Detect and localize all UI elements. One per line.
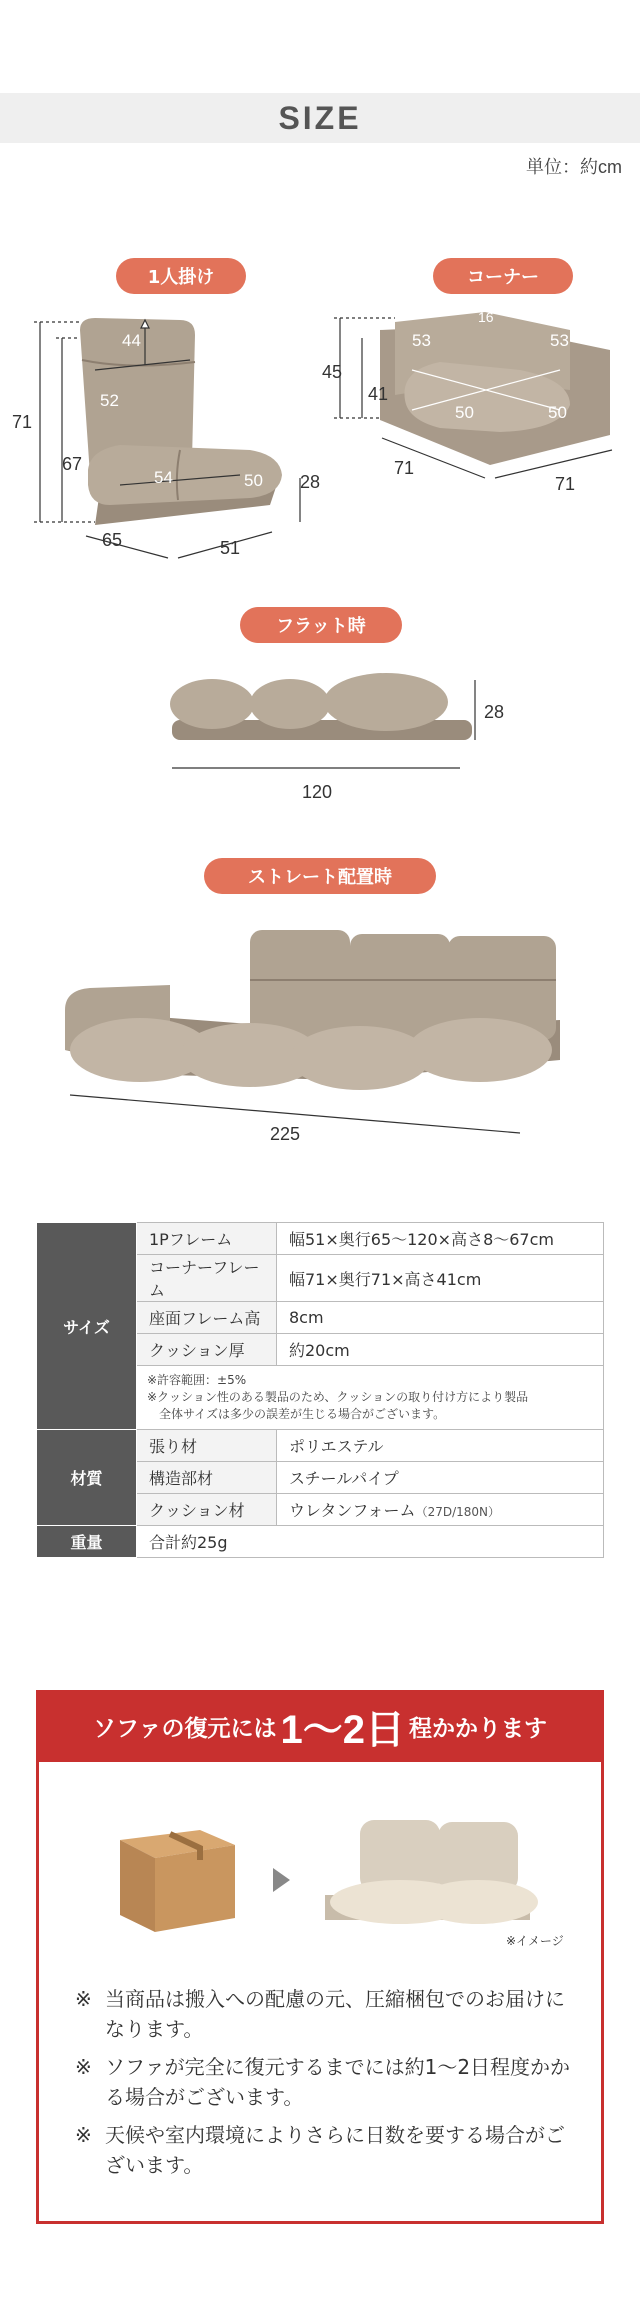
spec-label: コーナーフレーム	[137, 1255, 277, 1302]
material-label: クッション材	[137, 1494, 277, 1526]
note-cushion-cont: 全体サイズは多少の誤差が生じる場合がございます。	[159, 1407, 446, 1421]
material-label: 張り材	[137, 1430, 277, 1462]
spec-label: クッション厚	[137, 1334, 277, 1366]
table-row	[37, 1430, 604, 1462]
material-value: スチールパイプ	[277, 1462, 604, 1494]
corner-pill: コーナー	[433, 258, 573, 294]
note-text: 当商品は搬入への配慮の元、圧縮梱包でのお届けになります。	[105, 1987, 565, 2041]
size-header-band	[0, 93, 640, 143]
table-row	[37, 1223, 604, 1255]
dim-corner-45: 45	[322, 362, 343, 382]
flat-diagram	[150, 660, 520, 810]
spec-value: 8cm	[277, 1302, 604, 1334]
dim-corner-53b: 53	[550, 331, 569, 350]
spec-label: 1Pフレーム	[137, 1223, 277, 1255]
material-value-cell	[277, 1494, 604, 1526]
note-mark: ※	[75, 1987, 92, 2011]
flat-illustration	[170, 673, 472, 740]
size-category: サイズ	[37, 1223, 137, 1430]
note-tolerance: ※許容範囲：±5%	[147, 1373, 247, 1387]
note-text: ソファが完全に復元するまでには約1〜2日程度かかる場合がございます。	[105, 2055, 571, 2109]
restore-head-big: 1〜2日	[280, 1707, 406, 1752]
spec-value: 約20cm	[277, 1334, 604, 1366]
spec-value: 幅71×奥行71×高さ41cm	[277, 1255, 604, 1302]
material-value: ポリエステル	[277, 1430, 604, 1462]
straight-illustration	[65, 930, 560, 1090]
size-title: SIZE	[278, 99, 362, 136]
dim-single-54: 54	[154, 468, 173, 487]
straight-diagram	[50, 900, 590, 1160]
dim-single-67: 67	[62, 454, 83, 474]
dim-corner-50a: 50	[455, 403, 474, 422]
list-item	[75, 2120, 575, 2180]
spec-table	[36, 1222, 604, 1558]
dim-corner-53a: 53	[412, 331, 431, 350]
dim-corner-41: 41	[368, 384, 389, 404]
material-label: 構造部材	[137, 1462, 277, 1494]
dim-single-50: 50	[244, 471, 263, 490]
material-value: ウレタンフォーム	[289, 1501, 416, 1520]
image-note: ※イメージ	[506, 1934, 564, 1948]
list-item	[75, 1984, 575, 2044]
restore-illustration	[110, 1810, 580, 1940]
dim-single-28: 28	[300, 472, 320, 492]
dim-single-51: 51	[220, 538, 241, 558]
spec-value: 幅51×奥行65〜120×高さ8〜67cm	[277, 1223, 604, 1255]
note-mark: ※	[75, 2055, 92, 2079]
dim-flat-120: 120	[302, 782, 333, 802]
dim-corner-50b: 50	[548, 403, 567, 422]
cardboard-box-icon	[120, 1830, 235, 1932]
dim-corner-16: 16	[478, 309, 494, 325]
note-cushion: ※クッション性のある製品のため、クッションの取り付け方により製品	[147, 1390, 529, 1404]
dim-single-65: 65	[102, 530, 123, 550]
note-mark: ※	[75, 2123, 92, 2147]
dim-corner-71a: 71	[394, 458, 415, 478]
list-item	[75, 2052, 575, 2112]
single-seat-illustration	[80, 318, 282, 525]
dim-corner-71b: 71	[555, 474, 576, 494]
dim-single-44: 44	[122, 331, 141, 350]
dim-single-52: 52	[100, 391, 119, 410]
unit-label: 単位：約cm	[526, 157, 622, 177]
restore-head-post: 程かかります	[409, 1715, 548, 1742]
weight-value: 合計約25g	[137, 1526, 604, 1558]
single-seat-pill: 1人掛け	[116, 258, 246, 294]
restore-notes	[75, 1984, 575, 2188]
restore-header	[36, 1690, 604, 1762]
corner-diagram	[320, 300, 640, 500]
dim-single-71: 71	[12, 412, 33, 432]
spec-label: 座面フレーム高	[137, 1302, 277, 1334]
weight-category: 重量	[37, 1526, 137, 1558]
restored-sofa-icon	[325, 1820, 538, 1924]
dim-straight-225: 225	[270, 1124, 301, 1144]
note-text: 天候や室内環境によりさらに日数を要する場合がございます。	[105, 2123, 565, 2177]
table-row	[37, 1526, 604, 1558]
straight-pill: ストレート配置時	[204, 858, 436, 894]
restore-head-pre: ソファの復元には	[92, 1715, 277, 1742]
flat-pill: フラット時	[240, 607, 402, 643]
single-seat-diagram	[0, 300, 320, 560]
material-category: 材質	[37, 1430, 137, 1526]
arrow-right-icon	[273, 1868, 290, 1892]
dim-flat-28: 28	[484, 702, 505, 722]
material-sub: （27D/180N）	[415, 1505, 500, 1519]
size-notes	[137, 1366, 604, 1430]
